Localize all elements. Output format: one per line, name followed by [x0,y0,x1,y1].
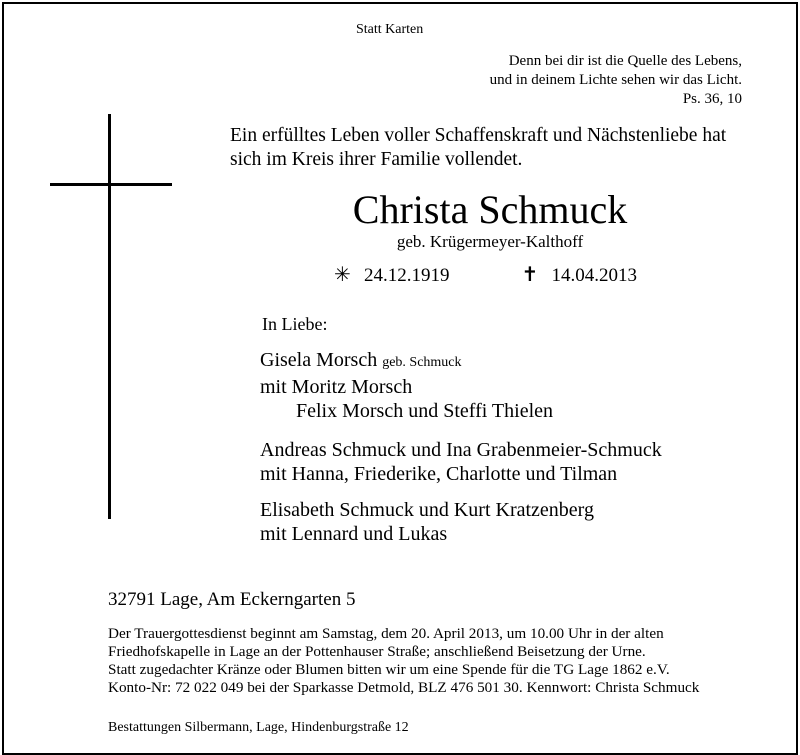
verse-line-2: und in deinem Lichte sehen wir das Licht. [489,72,742,88]
statt-karten-label: Statt Karten [356,22,424,37]
family-address: 32791 Lage, Am Eckerngarten 5 [108,589,356,610]
mourner-line: Felix Morsch und Steffi Thielen [296,400,554,422]
intro-line-2: sich im Kreis ihrer Familie vollendet. [230,149,523,170]
birth-date: 24.12.1919 [364,265,450,286]
deceased-name: Christa Schmuck [352,187,628,232]
in-liebe-label: In Liebe: [262,314,328,334]
verse-line-1: Denn bei dir ist die Quelle des Lebens, [508,53,742,69]
maiden-name: geb. Krügermeyer-Kalthoff [396,232,584,251]
cross-icon-vertical-bar [108,114,111,519]
birth-star-icon: ✳ [334,264,351,286]
mourner-group-1 [260,348,553,423]
mourner-group-2 [260,438,662,486]
mourner-line: Elisabeth Schmuck und Kurt Kratzenberg [260,499,594,521]
mourner-line: Andreas Schmuck und Ina Grabenmeier-Schmuck [260,439,662,461]
mourner-name: Gisela Morsch [260,349,378,371]
service-line-3: Statt zugedachter Kränze oder Blumen bitten wir um eine Spende für die TG Lage 1862 e.V. [108,661,670,678]
funeral-home: Bestattungen Silbermann, Lage, Hindenburgstraße 12 [108,720,409,735]
service-line-2: Friedhofskapelle in Lage an der Pottenhauser Straße; anschließend Beisetzung der Urne. [108,643,646,660]
service-line-4: Konto-Nr: 72 022 049 bei der Sparkasse Detmold, BLZ 476 501 30. Kennwort: Christa Schmuck [108,679,700,696]
mourner-group-3 [260,498,594,546]
intro-text [230,124,726,172]
life-dates [334,262,637,287]
mourner-line: mit Moritz Morsch [260,376,413,398]
mourner-line: mit Hanna, Friederike, Charlotte und Tilman [260,463,618,485]
verse-reference: Ps. 36, 10 [682,91,742,107]
bible-verse [490,52,742,109]
mourner-line: mit Lennard und Lukas [260,523,448,545]
service-information [108,625,699,697]
mourner-maiden-name: geb. Schmuck [382,355,462,370]
service-line-1: Der Trauergottesdienst beginnt am Samstag, dem 20. April 2013, um 10.00 Uhr in der alten [108,625,664,642]
intro-line-1: Ein erfülltes Leben voller Schaffenskraft und Nächstenliebe hat [230,125,727,146]
death-cross-icon: ✝ [521,264,539,286]
death-date: 14.04.2013 [551,265,637,286]
